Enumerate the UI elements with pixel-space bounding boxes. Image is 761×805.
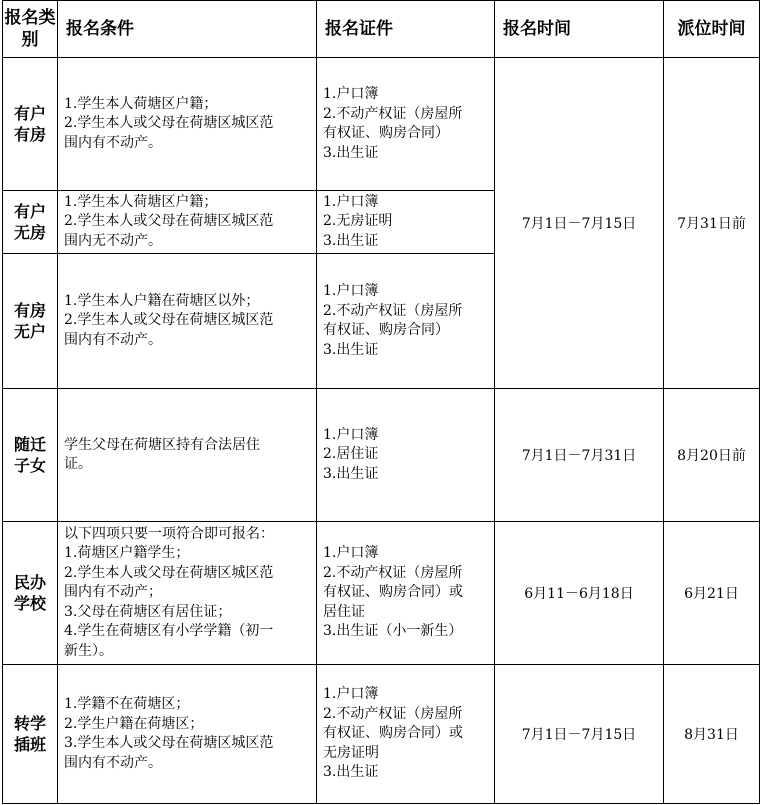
condition-line: 1.学籍不在荷塘区； (64, 696, 190, 712)
document-line: 3.出生证 (323, 144, 379, 161)
conditions-cell (58, 389, 317, 522)
document-line: 有权证、购房合同）或 (323, 725, 463, 742)
table-row (3, 389, 760, 522)
category-cell (3, 254, 58, 389)
category-line: 学校 (13, 594, 46, 613)
condition-line: 3.父母在荷塘区有居住证； (64, 603, 232, 620)
document-line: 1.户口簿 (323, 193, 379, 210)
table-row (3, 58, 760, 191)
conditions-cell (58, 58, 317, 191)
document-line: 2.不动产权证（房屋所 (323, 302, 463, 319)
document-line: 有权证、购房合同） (323, 322, 449, 338)
signup-time-cell: 7月1日－7月15日 (495, 665, 664, 804)
category-line: 无房 (13, 223, 46, 242)
category-line: 有房 (13, 301, 46, 320)
condition-line: 2.学生户籍在荷塘区； (64, 715, 204, 732)
document-line: 3.出生证 (323, 465, 379, 482)
document-line: 3.出生证 (323, 764, 379, 781)
document-line: 有权证、购房合同）或 (323, 584, 463, 601)
signup-time-cell: 7月1日－7月15日 (495, 58, 664, 389)
header-documents: 报名证件 (317, 1, 495, 58)
documents-cell (317, 389, 495, 522)
table-row (3, 665, 760, 804)
condition-line: 1.荷塘区户籍学生； (64, 545, 190, 562)
header-row (3, 1, 760, 58)
condition-line: 围内有不动产。 (64, 134, 162, 151)
conditions-cell (58, 522, 317, 665)
documents-cell (317, 191, 495, 254)
condition-line: 围内有不动产。 (64, 754, 162, 771)
document-line: 3.出生证（小一新生） (323, 623, 463, 640)
condition-line: 围内无不动产。 (64, 232, 162, 249)
conditions-cell (58, 254, 317, 389)
document-line: 有权证、购房合同） (323, 125, 449, 141)
signup-time-cell: 7月1日－7月31日 (495, 389, 664, 522)
document-line: 1.户口簿 (323, 283, 379, 299)
placement-time-cell: 8月31日 (664, 665, 760, 804)
category-line: 转学 (13, 714, 46, 733)
condition-line: 1.学生本人户籍在荷塘区以外； (64, 292, 260, 309)
document-line: 2.不动产权证（房屋所 (323, 705, 463, 722)
category-line: 插班 (13, 735, 46, 754)
category-line: 无户 (13, 322, 46, 341)
condition-line: 学生父母在荷塘区持有合法居住 (64, 436, 260, 453)
category-line: 有户 (13, 104, 46, 123)
table-row (3, 522, 760, 665)
condition-line: 2.学生本人或父母在荷塘区城区范 (64, 115, 274, 132)
placement-time-cell: 8月20日前 (664, 389, 760, 522)
document-line: 1.户口簿 (323, 545, 379, 562)
header-signup-time: 报名时间 (495, 1, 664, 58)
document-line: 无房证明 (323, 744, 379, 761)
placement-time-cell: 6月21日 (664, 522, 760, 665)
placement-time-cell: 7月31日前 (664, 58, 760, 389)
category-cell (3, 58, 58, 191)
document-line: 2.不动产权证（房屋所 (323, 105, 463, 122)
category-line: 子女 (13, 456, 46, 475)
condition-line: 2.学生本人或父母在荷塘区城区范 (64, 213, 274, 230)
conditions-cell (58, 191, 317, 254)
document-line: 2.无房证明 (323, 213, 393, 230)
condition-line: 2.学生本人或父母在荷塘区城区范 (64, 564, 274, 581)
condition-line: 4.学生在荷塘区有小学学籍（初一 (64, 623, 274, 640)
category-cell (3, 191, 58, 254)
document-line: 1.户口簿 (323, 426, 379, 443)
category-line: 有户 (13, 202, 46, 221)
condition-line: 2.学生本人或父母在荷塘区城区范 (64, 312, 274, 329)
header-placement-time: 派位时间 (664, 1, 760, 58)
category-cell (3, 665, 58, 804)
condition-line: 以下四项只要一项符合即可报名： (64, 525, 274, 542)
condition-line: 1.学生本人荷塘区户籍； (64, 95, 218, 112)
conditions-cell (58, 665, 317, 804)
documents-cell (317, 665, 495, 804)
header-category: 报名类别 (3, 1, 58, 58)
category-line: 民办 (13, 573, 46, 592)
document-line: 2.不动产权证（房屋所 (323, 564, 463, 581)
condition-line: 1.学生本人荷塘区户籍； (64, 193, 218, 210)
document-line: 2.居住证 (323, 446, 379, 463)
condition-line: 围内有不动产； (64, 584, 162, 601)
document-line: 1.户口簿 (323, 86, 379, 102)
documents-cell (317, 58, 495, 191)
condition-line: 3.学生本人或父母在荷塘区城区范 (64, 735, 274, 751)
header-conditions: 报名条件 (58, 1, 317, 58)
documents-cell (317, 522, 495, 665)
document-line: 3.出生证 (323, 341, 379, 358)
category-line: 随迁 (13, 435, 46, 454)
condition-line: 新生）。 (64, 642, 113, 659)
document-line: 1.户口簿 (323, 686, 379, 703)
signup-time-cell: 6月11－6月18日 (495, 522, 664, 665)
category-line: 有房 (13, 125, 46, 144)
documents-cell (317, 254, 495, 389)
document-line: 居住证 (323, 603, 365, 620)
enrollment-table (2, 0, 760, 804)
document-line: 3.出生证 (323, 232, 379, 249)
category-cell (3, 522, 58, 665)
condition-line: 证。 (64, 456, 92, 472)
condition-line: 围内有不动产。 (64, 331, 162, 348)
category-cell (3, 389, 58, 522)
